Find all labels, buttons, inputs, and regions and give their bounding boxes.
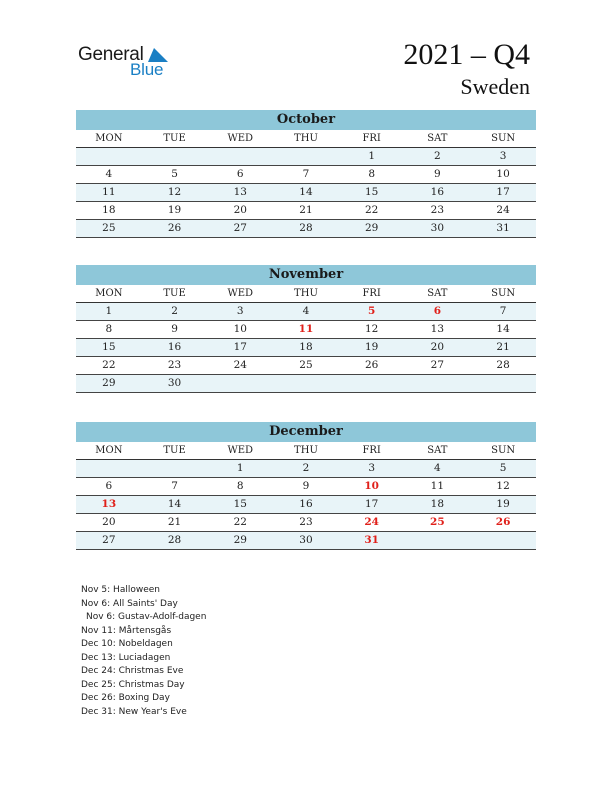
week-row [76, 460, 536, 478]
week-row [76, 220, 536, 238]
day-cell: 16 [142, 339, 208, 357]
empty-day-cell [207, 375, 273, 393]
weekday-label: TUE [142, 285, 208, 303]
day-cell: 30 [142, 375, 208, 393]
holiday-item: Nov 6: Gustav-Adolf-dagen [86, 612, 207, 622]
day-cell: 29 [339, 220, 405, 238]
day-cell: 23 [405, 202, 471, 220]
day-cell: 10 [207, 321, 273, 339]
day-cell: 1 [76, 303, 142, 321]
day-cell: 21 [273, 202, 339, 220]
weekday-row [76, 130, 536, 148]
week-row [76, 321, 536, 339]
day-cell: 30 [273, 532, 339, 550]
day-cell: 31 [339, 532, 405, 550]
weekday-label: WED [207, 285, 273, 303]
day-cell: 5 [142, 166, 208, 184]
holiday-item: Dec 26: Boxing Day [81, 693, 170, 703]
holiday-item: Dec 25: Christmas Day [81, 679, 185, 690]
day-cell: 28 [142, 532, 208, 550]
day-cell: 27 [207, 220, 273, 238]
day-cell: 18 [273, 339, 339, 357]
day-cell: 21 [142, 514, 208, 532]
day-cell: 24 [339, 514, 405, 532]
day-cell: 18 [76, 202, 142, 220]
day-cell: 6 [405, 303, 471, 321]
month-october [76, 110, 536, 238]
day-cell: 18 [405, 496, 471, 514]
day-cell: 10 [470, 166, 536, 184]
day-cell: 19 [339, 339, 405, 357]
day-cell: 2 [142, 303, 208, 321]
weekday-label: TUE [142, 130, 208, 148]
day-cell: 25 [76, 220, 142, 238]
day-cell: 7 [273, 166, 339, 184]
day-cell: 12 [339, 321, 405, 339]
day-cell: 23 [142, 357, 208, 375]
empty-day-cell [76, 460, 142, 478]
week-row [76, 496, 536, 514]
day-cell: 24 [207, 357, 273, 375]
holiday-item: Dec 31: New Year's Eve [81, 706, 187, 717]
weekday-label: WED [207, 442, 273, 460]
week-row [76, 514, 536, 532]
day-cell: 27 [405, 357, 471, 375]
day-cell: 16 [273, 496, 339, 514]
month-header: November [76, 265, 536, 285]
month-header: December [76, 422, 536, 442]
day-cell: 24 [470, 202, 536, 220]
day-cell: 14 [273, 184, 339, 202]
day-cell: 11 [405, 478, 471, 496]
logo-blue-text: Blue [130, 60, 164, 79]
day-cell: 19 [142, 202, 208, 220]
day-cell: 3 [470, 148, 536, 166]
day-cell: 28 [273, 220, 339, 238]
weekday-label: THU [273, 130, 339, 148]
day-cell: 6 [76, 478, 142, 496]
day-cell: 25 [273, 357, 339, 375]
week-row [76, 202, 536, 220]
week-row [76, 478, 536, 496]
week-row [76, 148, 536, 166]
holiday-list [81, 584, 206, 719]
day-cell: 8 [76, 321, 142, 339]
month-december [76, 422, 536, 550]
weekday-label: SAT [405, 130, 471, 148]
weekday-label: FRI [339, 442, 405, 460]
weekday-label: TUE [142, 442, 208, 460]
weekday-label: SUN [470, 130, 536, 148]
weekday-label: MON [76, 130, 142, 148]
day-cell: 20 [405, 339, 471, 357]
day-cell: 4 [273, 303, 339, 321]
empty-day-cell [142, 148, 208, 166]
month-header: October [76, 110, 536, 130]
empty-day-cell [470, 532, 536, 550]
day-cell: 7 [142, 478, 208, 496]
empty-day-cell [76, 148, 142, 166]
day-cell: 16 [405, 184, 471, 202]
empty-day-cell [207, 148, 273, 166]
month-november [76, 265, 536, 393]
week-row [76, 339, 536, 357]
weekday-label: SUN [470, 285, 536, 303]
logo-general-text: General [78, 44, 144, 65]
holiday-item: Dec 24: Christmas Eve [81, 666, 184, 676]
holiday-item: Dec 10: Nobeldagen [81, 639, 173, 649]
holiday-item: Dec 13: Luciadagen [81, 652, 171, 663]
day-cell: 2 [273, 460, 339, 478]
day-cell: 12 [470, 478, 536, 496]
week-row [76, 357, 536, 375]
day-cell: 15 [339, 184, 405, 202]
weekday-label: SAT [405, 285, 471, 303]
day-cell: 30 [405, 220, 471, 238]
empty-day-cell [142, 460, 208, 478]
day-cell: 22 [76, 357, 142, 375]
empty-day-cell [405, 532, 471, 550]
calendar-grid [76, 285, 536, 393]
day-cell: 3 [207, 303, 273, 321]
day-cell: 26 [142, 220, 208, 238]
day-cell: 9 [273, 478, 339, 496]
day-cell: 5 [339, 303, 405, 321]
weekday-row [76, 442, 536, 460]
holiday-item: Nov 6: All Saints' Day [81, 598, 178, 609]
day-cell: 22 [207, 514, 273, 532]
page-title: 2021 – Q4 [403, 38, 530, 71]
day-cell: 25 [405, 514, 471, 532]
empty-day-cell [470, 375, 536, 393]
holiday-item: Nov 11: Mårtensgås [81, 625, 172, 636]
weekday-row [76, 285, 536, 303]
day-cell: 7 [470, 303, 536, 321]
day-cell: 22 [339, 202, 405, 220]
day-cell: 13 [76, 496, 142, 514]
day-cell: 29 [207, 532, 273, 550]
day-cell: 21 [470, 339, 536, 357]
day-cell: 3 [339, 460, 405, 478]
day-cell: 29 [76, 375, 142, 393]
weekday-label: THU [273, 442, 339, 460]
day-cell: 8 [339, 166, 405, 184]
week-row [76, 184, 536, 202]
day-cell: 17 [207, 339, 273, 357]
day-cell: 12 [142, 184, 208, 202]
day-cell: 31 [470, 220, 536, 238]
week-row [76, 166, 536, 184]
brand-logo [78, 44, 178, 80]
calendar-grid [76, 130, 536, 238]
empty-day-cell [405, 375, 471, 393]
day-cell: 8 [207, 478, 273, 496]
day-cell: 20 [207, 202, 273, 220]
day-cell: 14 [470, 321, 536, 339]
day-cell: 19 [470, 496, 536, 514]
day-cell: 2 [405, 148, 471, 166]
holiday-item: Nov 5: Halloween [81, 585, 160, 595]
week-row [76, 303, 536, 321]
day-cell: 26 [339, 357, 405, 375]
day-cell: 5 [470, 460, 536, 478]
day-cell: 23 [273, 514, 339, 532]
weekday-label: MON [76, 285, 142, 303]
day-cell: 9 [142, 321, 208, 339]
day-cell: 27 [76, 532, 142, 550]
day-cell: 9 [405, 166, 471, 184]
day-cell: 17 [470, 184, 536, 202]
weekday-label: MON [76, 442, 142, 460]
day-cell: 13 [405, 321, 471, 339]
day-cell: 15 [76, 339, 142, 357]
calendar-grid [76, 442, 536, 550]
weekday-label: THU [273, 285, 339, 303]
day-cell: 20 [76, 514, 142, 532]
week-row [76, 532, 536, 550]
day-cell: 1 [207, 460, 273, 478]
weekday-label: SUN [470, 442, 536, 460]
empty-day-cell [339, 375, 405, 393]
day-cell: 6 [207, 166, 273, 184]
day-cell: 1 [339, 148, 405, 166]
day-cell: 17 [339, 496, 405, 514]
day-cell: 13 [207, 184, 273, 202]
day-cell: 14 [142, 496, 208, 514]
day-cell: 4 [405, 460, 471, 478]
day-cell: 28 [470, 357, 536, 375]
weekday-label: WED [207, 130, 273, 148]
day-cell: 26 [470, 514, 536, 532]
day-cell: 4 [76, 166, 142, 184]
week-row [76, 375, 536, 393]
day-cell: 11 [76, 184, 142, 202]
day-cell: 15 [207, 496, 273, 514]
empty-day-cell [273, 148, 339, 166]
weekday-label: FRI [339, 285, 405, 303]
weekday-label: FRI [339, 130, 405, 148]
empty-day-cell [273, 375, 339, 393]
day-cell: 10 [339, 478, 405, 496]
country-name: Sweden [460, 74, 530, 99]
day-cell: 11 [273, 321, 339, 339]
weekday-label: SAT [405, 442, 471, 460]
